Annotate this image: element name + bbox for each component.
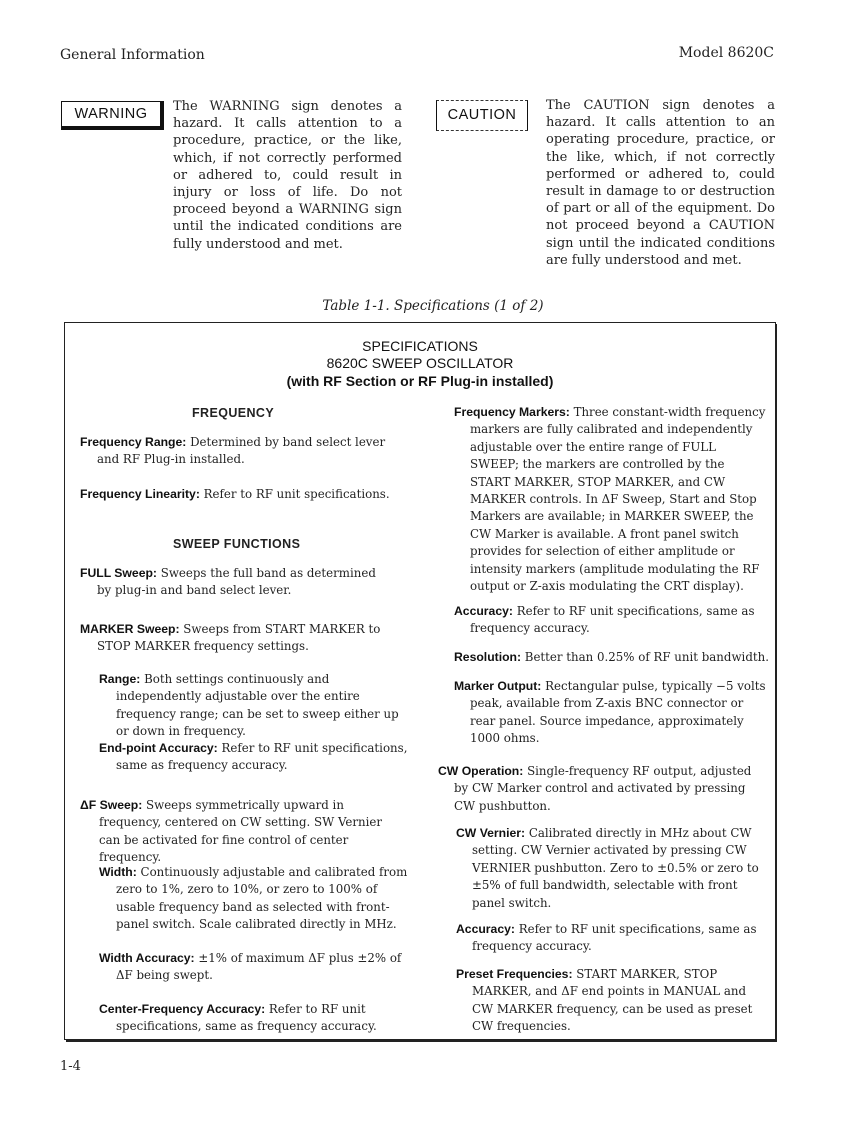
page-number: 1-4 [60, 1059, 81, 1074]
header-section-title: General Information [60, 47, 205, 63]
spec-label: Width: [99, 865, 137, 879]
spec-resolution [454, 649, 770, 666]
spec-text: Refer to RF unit specifications, same as frequency accuracy. [470, 604, 755, 636]
spec-text: Refer to RF unit specifications. [203, 487, 390, 501]
spec-text: Refer to RF unit specifications, same as frequency accuracy. [116, 741, 408, 773]
spec-label: End-point Accuracy: [99, 741, 218, 755]
spec-label: Frequency Range: [80, 435, 187, 449]
spec-label: CW Vernier: [456, 826, 526, 840]
spec-frequency-markers [454, 404, 766, 595]
spec-preset-frequencies [456, 966, 766, 1036]
spec-endpoint-accuracy [99, 740, 409, 775]
spec-label: Accuracy: [456, 922, 515, 936]
spec-label: Resolution: [454, 650, 522, 664]
spec-width [99, 864, 409, 934]
header-model: Model 8620C [678, 45, 774, 61]
spec-label: Frequency Markers: [454, 405, 570, 419]
spec-label: ΔF Sweep: [80, 798, 143, 812]
spec-marker-sweep [80, 621, 392, 656]
spec-label: Marker Output: [454, 679, 542, 693]
spec-center-frequency-accuracy [99, 1001, 409, 1036]
spec-full-sweep [80, 565, 392, 600]
spec-label: Width Accuracy: [99, 951, 195, 965]
spec-frequency-linearity [80, 486, 400, 503]
spec-label: CW Operation: [438, 764, 524, 778]
spec-text: Sweeps symmetrically upward in frequency, centered on CW setting. SW Vernier can be activated for fine control of center frequency. [99, 798, 383, 865]
caution-sign: CAUTION [436, 100, 528, 131]
spec-label: Range: [99, 672, 141, 686]
box-heading-note: (with RF Section or RF Plug-in installed) [286, 373, 554, 389]
spec-range [99, 671, 404, 741]
spec-text: START MARKER, STOP MARKER, and ΔF end points in MANUAL and CW MARKER frequency, can be used as preset CW frequencies. [472, 967, 753, 1034]
spec-label: Frequency Linearity: [80, 487, 200, 501]
box-heading-model: 8620C SWEEP OSCILLATOR [326, 355, 514, 371]
section-heading-sweep-functions: SWEEP FUNCTIONS [173, 537, 301, 551]
spec-frequency-range [80, 434, 400, 469]
spec-text: Refer to RF unit specifications, same as frequency accuracy. [472, 922, 757, 954]
spec-text: Better than 0.25% of RF unit bandwidth. [524, 650, 769, 664]
warning-sign: WARNING [61, 101, 164, 130]
spec-text: Refer to RF unit specifications, same as frequency accuracy. [116, 1002, 377, 1034]
spec-cw-vernier [456, 825, 766, 912]
spec-cw-operation [438, 763, 764, 815]
spec-width-accuracy [99, 950, 409, 985]
spec-text: Rectangular pulse, typically −5 volts peak, available from Z-axis BNC connector or rear panel. Source impedance, approximately 1000 ohms. [470, 679, 766, 746]
spec-label: FULL Sweep: [80, 566, 157, 580]
spec-text: ±1% of maximum ΔF plus ±2% of ΔF being swept. [116, 951, 402, 983]
spec-text: Both settings continuously and independently adjustable over the entire frequency range; can be set to sweep either up or down in frequency. [116, 672, 399, 739]
spec-label: MARKER Sweep: [80, 622, 180, 636]
spec-label: Preset Frequencies: [456, 967, 573, 981]
spec-text: Single-frequency RF output, adjusted by CW Marker control and activated by pressing CW pushbutton. [454, 764, 752, 813]
spec-text: Continuously adjustable and calibrated from zero to 1%, zero to 10%, or zero to 100% of usable frequency band as selected with front-panel switch. Scale calibrated directly in MHz. [116, 865, 408, 932]
spec-cw-accuracy [456, 921, 766, 956]
spec-text: Calibrated directly in MHz about CW setting. CW Vernier activated by pressing CW VERNIER pushbutton. Zero to ±0.5% or zero to ±5% of full bandwidth, selectable with front panel switch. [472, 826, 759, 910]
spec-label: Accuracy: [454, 604, 513, 618]
spec-text: Sweeps from START MARKER to STOP MARKER frequency settings. [97, 622, 381, 654]
caution-description: The CAUTION sign denotes a hazard. It calls attention to an operating procedure, practice, or the like, which, if not correctly performed or adhered to, could result in damage to or destruction of part or all of the equipment. Do not proceed beyond a CAUTION sign until the indicated conditions are fully understood and met. [546, 98, 775, 268]
spec-text: Sweeps the full band as determined by plug-in and band select lever. [97, 566, 376, 598]
table-title: Table 1-1. Specifications (1 of 2) [322, 298, 544, 314]
spec-delta-f-sweep [80, 797, 400, 867]
spec-text: Determined by band select lever and RF Plug-in installed. [97, 435, 386, 467]
spec-label: Center-Frequency Accuracy: [99, 1002, 266, 1016]
box-heading-specifications: SPECIFICATIONS [362, 338, 478, 354]
box-shadow-bottom [66, 1040, 777, 1042]
section-heading-frequency: FREQUENCY [192, 406, 275, 420]
box-shadow-right [775, 324, 777, 1042]
spec-marker-output [454, 678, 766, 748]
warning-description: The WARNING sign denotes a hazard. It calls attention to a procedure, practice, or the like, which, if not correctly performed or adhered to, could result in injury or loss of life. Do not proceed beyond a WARNING sign until the indicated conditions are fully understood and met. [173, 99, 402, 252]
spec-text: Three constant-width frequency markers are fully calibrated and independently adjustable over the entire range of FULL SWEEP; the markers are controlled by the START MARKER, STOP MARKER, and CW MARKER controls. In ΔF Sweep, Start and Stop Markers are available; in MARKER SWEEP, the CW Marker is available. A front panel switch provides for selection of either amplitude or intensity markers (amplitude modulating the RF output or Z-axis modulating the CRT display). [470, 405, 766, 594]
spec-marker-accuracy [454, 603, 766, 638]
